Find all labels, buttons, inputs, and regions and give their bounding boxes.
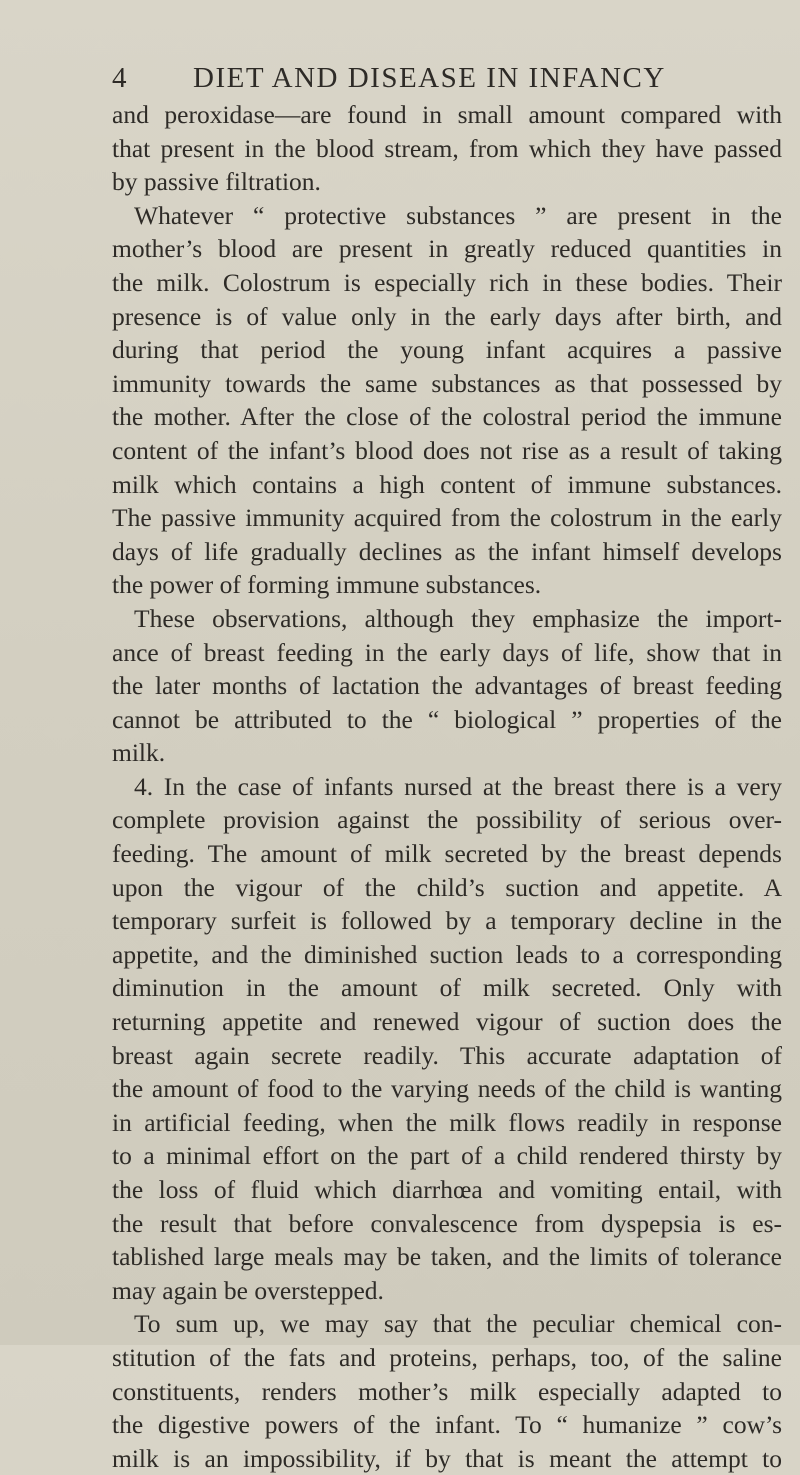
text-line: returning appetite and renewed vigour of suction does the: [112, 1007, 782, 1037]
text-line: Whatever “ protective substances ” are present in the: [134, 200, 782, 230]
text-line: during that period the young infant acquires a passive: [112, 335, 782, 365]
text-line: by passive filtration.: [112, 167, 321, 197]
text-line: the power of forming immune substances.: [112, 570, 542, 600]
text-line: in artificial feeding, when the milk flows readily in response: [112, 1107, 782, 1137]
text-line: the loss of fluid which diarrhœa and vomiting entail, with: [112, 1175, 782, 1204]
text-line: that present in the blood stream, from which they have passed: [112, 133, 782, 163]
text-line: complete provision against the possibility of serious over-: [112, 805, 782, 835]
body-text: [112, 98, 782, 1475]
text-line: stitution of the fats and proteins, perhaps, too, of the saline: [112, 1342, 782, 1372]
text-line: the milk. Colostrum is especially rich in these bodies. Their: [112, 267, 782, 297]
text-line: the amount of food to the varying needs of the child is wanting: [112, 1074, 782, 1104]
text-line: tablished large meals may be taken, and the limits of tolerance: [112, 1242, 782, 1272]
text-line: immunity towards the same substances as that possessed by: [112, 368, 782, 398]
text-line: presence is of value only in the early days after birth, and: [112, 301, 782, 331]
text-line: mother’s blood are present in greatly reduced quantities in: [112, 234, 782, 264]
text-line: feeding. The amount of milk secreted by the breast depends: [112, 839, 782, 869]
text-line: milk.: [112, 738, 166, 768]
text-line: the later months of lactation the advantages of breast feeding: [112, 671, 782, 701]
running-head: [112, 58, 712, 98]
text-line: the mother. After the close of the colostral period the immune: [112, 402, 782, 432]
text-line: appetite, and the diminished suction leads to a corresponding: [112, 939, 782, 969]
text-line: and peroxidase—are found in small amount compared with: [112, 100, 782, 129]
text-line: the result that before convalescence from dyspepsia is es-: [112, 1208, 782, 1238]
text-line: the digestive powers of the infant. To “ humanize ” cow’s: [112, 1410, 782, 1440]
text-line: milk is an impossibility, if by that is meant the attempt to: [112, 1443, 782, 1473]
text-line: These observations, although they emphasize the import-: [134, 603, 782, 633]
text-line: days of life gradually declines as the infant himself develops: [112, 536, 782, 566]
text-line: breast again secrete readily. This accurate adaptation of: [112, 1040, 782, 1070]
text-line: temporary surfeit is followed by a temporary decline in the: [112, 906, 782, 936]
text-line: The passive immunity acquired from the colostrum in the early: [112, 503, 782, 533]
running-title: DIET AND DISEASE IN INFANCY: [193, 62, 666, 94]
text-line: diminution in the amount of milk secreted. Only with: [112, 973, 782, 1003]
text-line: upon the vigour of the child’s suction and appetite. A: [112, 872, 782, 902]
text-line: To sum up, we may say that the peculiar chemical con-: [134, 1309, 782, 1339]
text-line: 4. In the case of infants nursed at the breast there is a very: [134, 771, 782, 801]
text-line: cannot be attributed to the “ biological ” properties of the: [112, 704, 782, 734]
text-line: content of the infant’s blood does not rise as a result of taking: [112, 435, 782, 465]
text-line: to a minimal effort on the part of a child rendered thirsty by: [112, 1141, 782, 1171]
text-line: may again be overstepped.: [112, 1275, 384, 1305]
text-line: constituents, renders mother’s milk especially adapted to: [112, 1376, 782, 1406]
text-line: milk which contains a high content of immune substances.: [112, 469, 782, 499]
text-line: ance of breast feeding in the early days of life, show that in: [112, 637, 782, 667]
page-number: 4: [112, 62, 128, 94]
